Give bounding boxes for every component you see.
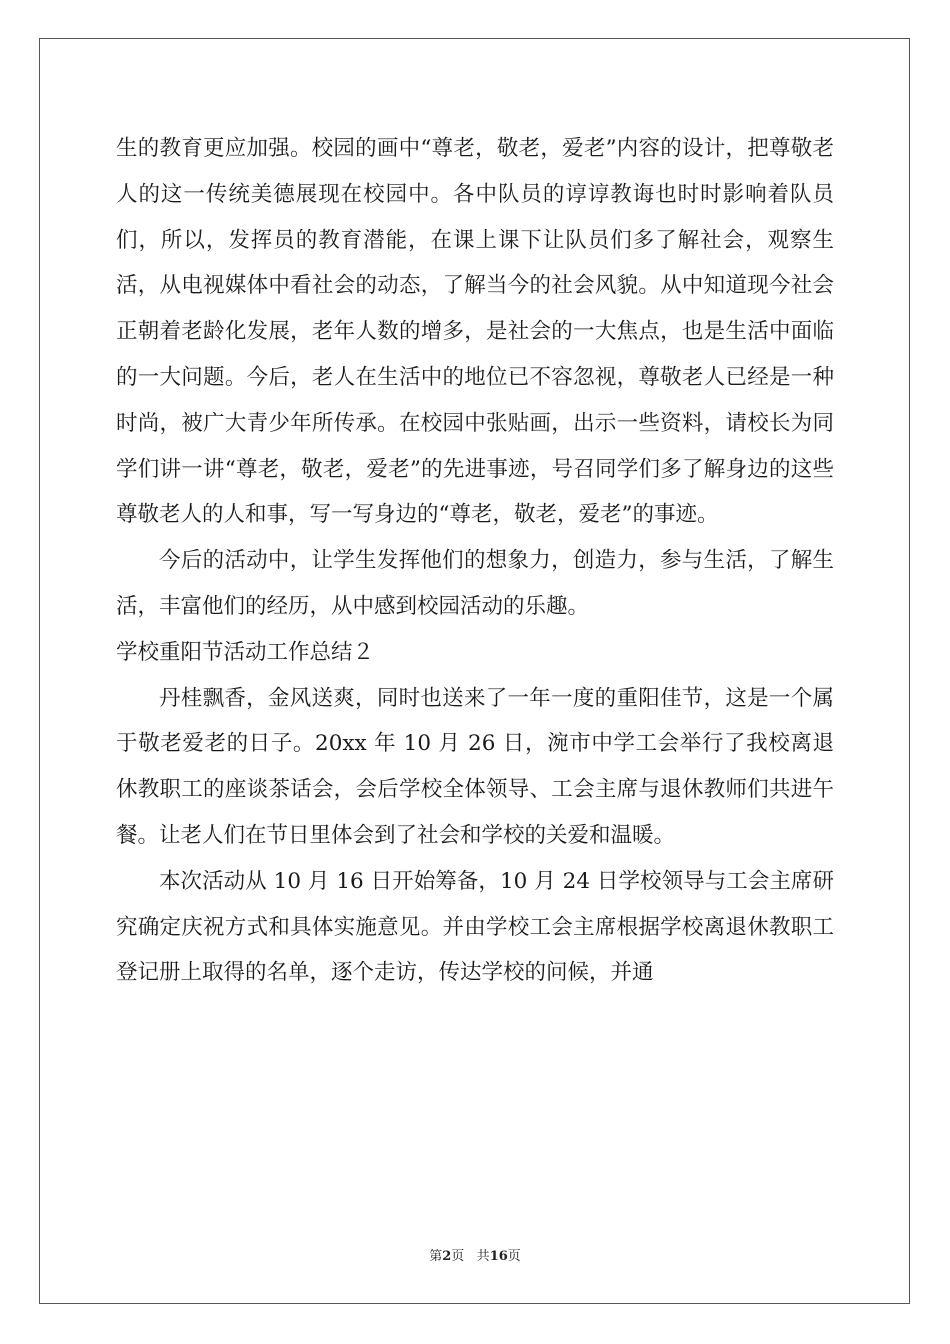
paragraph-3: 丹桂飘香，金风送爽，同时也送来了一年一度的重阳佳节，这是一个属于敬老爱老的日子。20xx 年 10 月 26 日，涴市中学工会举行了我校离退休教职工的座谈茶话会，会后学校全体领导、工会主席与退休教师们共进午餐。让老人们在节日里体会到了社会和学校的关爱和温暖。	[116, 685, 834, 848]
footer-total-pages: 16	[489, 1249, 508, 1264]
paragraph-4: 本次活动从 10 月 16 日开始筹备，10 月 24 日学校领导与工会主席研究确定庆祝方式和具体实施意见。并由学校工会主席根据学校离退休教职工登记册上取得的名单，逐个走访，传达学校的问候，并通	[116, 868, 834, 986]
paragraph-2: 今后的活动中，让学生发挥他们的想象力，创造力，参与生活，了解生活，丰富他们的经历，从中感到校园活动的乐趣。	[116, 548, 834, 619]
paragraph-1: 生的教育更应加强。校园的画中“尊老，敬老，爱老”内容的设计，把尊敬老人的这一传统美德展现在校园中。各中队员的谆谆教诲也时时影响着队员们，所以，发挥员的教育潜能，在课上课下让队员们多了解社会，观察生活，从电视媒体中看社会的动态，了解当今的社会风貌。从中知道现今社会正朝着老龄化发展，老年人数的增多，是社会的一大焦点，也是生活中面临的一大问题。今后，老人在生活中的地位已不容忽视，尊敬老人已经是一种时尚，被广大青少年所传承。在校园中张贴画，出示一些资料，请校长为同学们讲一讲“尊老，敬老，爱老”的先进事迹，号召同学们多了解身边的这些尊敬老人的人和事，写一写身边的“尊老，敬老，爱老”的事迹。	[116, 136, 834, 528]
footer-total-suffix: 页	[507, 1249, 521, 1264]
footer-page-suffix: 页	[451, 1249, 465, 1264]
section-heading: 学校重阳节活动工作总结２	[116, 639, 375, 665]
document-body	[116, 126, 834, 996]
footer-total-prefix: 共	[476, 1249, 490, 1264]
page-footer	[0, 1245, 950, 1264]
footer-prefix: 第	[429, 1249, 443, 1264]
footer-page-number: 2	[442, 1249, 452, 1264]
